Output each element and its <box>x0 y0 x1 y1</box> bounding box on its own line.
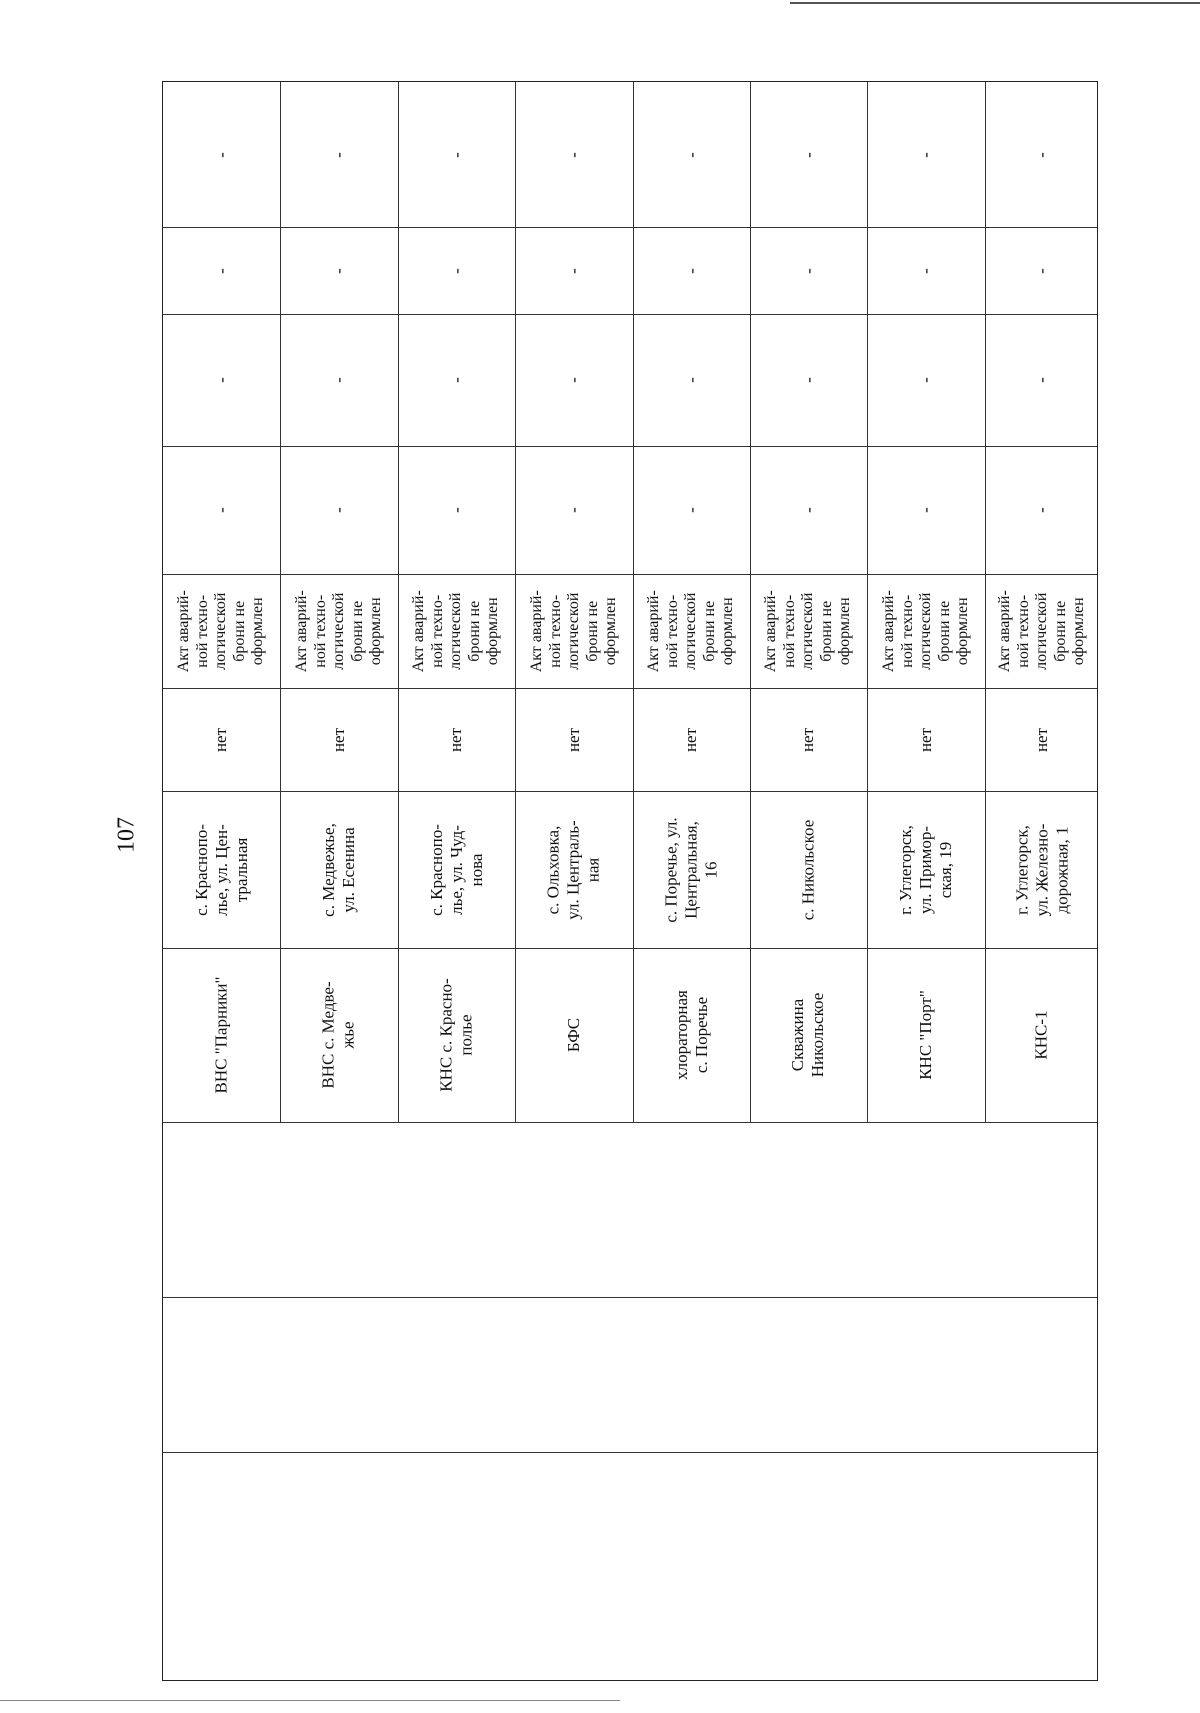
table-cell-col7 <box>280 227 398 314</box>
cell-text-col6: - <box>798 377 818 383</box>
cell-text-address: с. Никольское <box>798 819 818 920</box>
table-cell-col5 <box>398 446 515 574</box>
cell-text-object: КНС с. Красно- полье <box>436 978 476 1092</box>
cell-text-status: Акт аварий- ной техно- логической брони не оформлен <box>995 589 1087 673</box>
cell-text-col8: - <box>211 151 231 158</box>
cell-text-col6: - <box>446 377 466 383</box>
cell-text-col8: - <box>328 151 348 158</box>
table-cell-availability <box>867 688 985 791</box>
table-cell-col6 <box>633 314 750 446</box>
table-cell-object <box>985 948 1099 1122</box>
cell-text-availability: нет <box>328 727 348 752</box>
cell-text-col8: - <box>446 151 466 158</box>
cell-text-object: ВНС "Парники" <box>211 976 231 1094</box>
cell-text-object: Скважина Никольское <box>788 992 828 1078</box>
table-cell-col8 <box>750 82 867 227</box>
cell-text-col5: - <box>563 507 583 513</box>
table-cell-status <box>398 574 515 688</box>
table-cell-object <box>280 948 398 1122</box>
cell-text-col6: - <box>1031 377 1051 383</box>
table-cell-col6 <box>515 314 633 446</box>
cell-text-availability: нет <box>915 727 935 752</box>
table-cell-status <box>515 574 633 688</box>
table-cell-object <box>515 948 633 1122</box>
table-cell-col5 <box>515 446 633 574</box>
cell-text-col5: - <box>1031 507 1051 513</box>
table-cell-address <box>985 791 1099 948</box>
table-cell-availability <box>398 688 515 791</box>
cell-text-address: г. Углегорск, ул. Примор- ская, 19 <box>896 824 955 915</box>
table-cell-object <box>867 948 985 1122</box>
table-cell-status <box>280 574 398 688</box>
cell-text-col5: - <box>681 507 701 513</box>
table-cell-col6 <box>750 314 867 446</box>
scan-artifact-bottom <box>0 1700 620 1701</box>
table-cell-object <box>398 948 515 1122</box>
table-hline <box>163 1452 1097 1453</box>
table-cell-address <box>867 791 985 948</box>
cell-text-availability: нет <box>446 727 466 752</box>
cell-text-col7: - <box>798 267 818 274</box>
cell-text-object: КНС-1 <box>1032 1010 1051 1060</box>
table-cell-col7 <box>515 227 633 314</box>
table-cell-availability <box>163 688 280 791</box>
table-cell-availability <box>750 688 867 791</box>
scan-artifact-top <box>790 2 1200 4</box>
table-cell-col6 <box>398 314 515 446</box>
table-cell-address <box>280 791 398 948</box>
table-cell-col7 <box>985 227 1099 314</box>
cell-text-col8: - <box>563 151 583 158</box>
table-cell-object <box>163 948 280 1122</box>
cell-text-status: Акт аварий- ной техно- логической брони не оформлен <box>645 589 737 673</box>
cell-text-address: с. Поречье, ул. Центральная, 16 <box>661 816 721 923</box>
cell-text-object: хлораторная с. Поречье <box>671 990 711 1080</box>
table-cell-col8 <box>163 82 280 227</box>
cell-text-availability: нет <box>563 727 583 752</box>
table-cell-availability <box>985 688 1099 791</box>
cell-text-col8: - <box>1031 151 1051 158</box>
table-cell-availability <box>280 688 398 791</box>
table-cell-col6 <box>163 314 280 446</box>
cell-text-availability: нет <box>681 727 701 752</box>
table-cell-col5 <box>867 446 985 574</box>
cell-text-col7: - <box>563 267 583 274</box>
table-cell-col6 <box>280 314 398 446</box>
table-cell-address <box>750 791 867 948</box>
table-cell-status <box>867 574 985 688</box>
table-cell-col5 <box>633 446 750 574</box>
cell-text-object: ВНС с. Медве- жье <box>319 981 358 1089</box>
table-cell-col5 <box>163 446 280 574</box>
table-cell-col8 <box>867 82 985 227</box>
cell-text-col5: - <box>798 507 818 513</box>
cell-text-availability: нет <box>211 727 231 752</box>
cell-text-col7: - <box>328 267 348 274</box>
table-cell-status <box>163 574 280 688</box>
data-table <box>162 81 1098 1681</box>
cell-text-col5: - <box>915 507 935 513</box>
table-cell-address <box>633 791 750 948</box>
table-cell-status <box>750 574 867 688</box>
cell-text-availability: нет <box>1031 727 1051 752</box>
cell-text-col6: - <box>681 377 701 383</box>
cell-text-col7: - <box>446 267 466 274</box>
table-cell-col5 <box>750 446 867 574</box>
table-cell-col6 <box>985 314 1099 446</box>
table-cell-col7 <box>750 227 867 314</box>
table-hline <box>163 1122 1097 1123</box>
cell-text-col8: - <box>798 151 818 158</box>
cell-text-address: с. Краснопо- лье, ул. Чуд- нова <box>426 823 486 916</box>
cell-text-col5: - <box>328 507 348 513</box>
table-cell-address <box>515 791 633 948</box>
page-number: 107 <box>113 817 140 853</box>
cell-text-status: Акт аварий- ной техно- логической брони не оформлен <box>762 589 854 673</box>
table-hline <box>163 1297 1097 1298</box>
table-cell-col8 <box>398 82 515 227</box>
cell-text-object: БФС <box>564 1017 583 1053</box>
table-cell-col7 <box>633 227 750 314</box>
cell-text-col8: - <box>681 151 701 158</box>
table-cell-col5 <box>280 446 398 574</box>
cell-text-availability: нет <box>798 727 818 752</box>
table-cell-col7 <box>398 227 515 314</box>
cell-text-col8: - <box>915 151 935 158</box>
table-cell-col7 <box>867 227 985 314</box>
cell-text-address: с. Краснопо- лье, ул. Цен- тральная <box>191 823 251 916</box>
cell-text-col6: - <box>915 377 935 383</box>
cell-text-col7: - <box>915 267 935 274</box>
table-cell-address <box>398 791 515 948</box>
cell-text-address: с. Медвежье, ул. Есенина <box>319 822 358 917</box>
cell-text-col6: - <box>328 377 348 383</box>
table-cell-col8 <box>515 82 633 227</box>
table-cell-col8 <box>633 82 750 227</box>
cell-text-col7: - <box>1031 267 1051 274</box>
cell-text-col5: - <box>211 507 231 513</box>
cell-text-col5: - <box>446 507 466 513</box>
cell-text-status: Акт аварий- ной техно- логической брони не оформлен <box>527 589 619 673</box>
cell-text-col6: - <box>211 377 231 383</box>
table-cell-col5 <box>985 446 1099 574</box>
cell-text-col7: - <box>211 267 231 274</box>
cell-text-col6: - <box>563 377 583 383</box>
table-cell-col8 <box>985 82 1099 227</box>
cell-text-address: с. Ольховка, ул. Централь- ная <box>543 819 603 920</box>
table-cell-col8 <box>280 82 398 227</box>
cell-text-status: Акт аварий- ной техно- логической брони не оформлен <box>410 589 502 673</box>
cell-text-status: Акт аварий- ной техно- логической брони не оформлен <box>879 589 971 673</box>
table-cell-status <box>633 574 750 688</box>
table-cell-object <box>750 948 867 1122</box>
cell-text-object: КНС "Порт" <box>915 990 935 1080</box>
table-cell-object <box>633 948 750 1122</box>
table-cell-col6 <box>867 314 985 446</box>
table-cell-status <box>985 574 1099 688</box>
cell-text-status: Акт аварий- ной техно- логической брони не оформлен <box>175 589 267 673</box>
table-cell-address <box>163 791 280 948</box>
cell-text-address: г. Углегорск, ул. Железно- дорожная, 1 <box>1012 823 1071 916</box>
cell-text-status: Акт аварий- ной техно- логической брони не оформлен <box>292 589 384 673</box>
table-cell-availability <box>633 688 750 791</box>
table-cell-availability <box>515 688 633 791</box>
cell-text-col7: - <box>681 267 701 274</box>
table-cell-col7 <box>163 227 280 314</box>
